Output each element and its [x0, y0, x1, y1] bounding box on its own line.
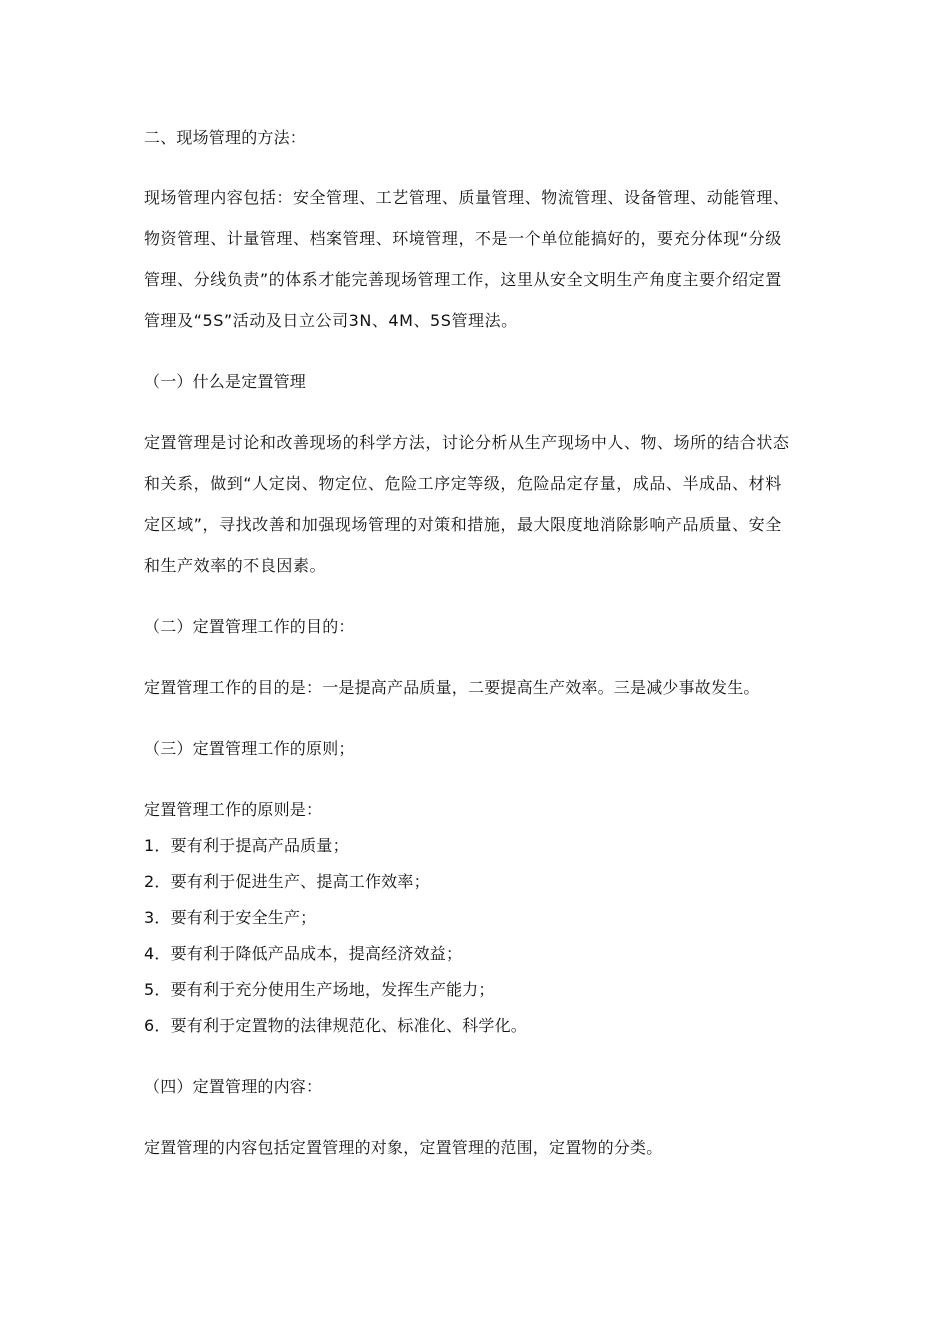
principle-item-4: 4．要有利于降低产品成本，提高经济效益； [144, 944, 463, 963]
sub2-text: 定置管理工作的目的是：一是提高产品质量，二要提高生产效率。三是减少事故发生。 [144, 678, 760, 697]
sub3-intro: 定置管理工作的原则是： [144, 800, 323, 819]
principle-item-1: 1．要有利于提高产品质量； [144, 836, 349, 855]
principle-item-2: 2．要有利于促进生产、提高工作效率； [144, 872, 430, 891]
sub1-line-4: 和生产效率的不良因素。 [144, 556, 327, 575]
sub1-line-2: 和关系，做到“人定岗、物定位、危险工序定等级，危险品定存量，成品、半成品、材料 [144, 474, 782, 493]
section-title: 二、现场管理的方法： [144, 128, 307, 147]
intro-line-1: 现场管理内容包括：安全管理、工艺管理、质量管理、物流管理、设备管理、动能管理、 [144, 188, 790, 207]
sub2-heading: （二）定置管理工作的目的： [144, 617, 355, 636]
intro-line-3: 管理、分线负责”的体系才能完善现场管理工作，这里从安全文明生产角度主要介绍定置 [144, 270, 782, 289]
sub1-heading: （一）什么是定置管理 [144, 372, 307, 391]
sub3-heading: （三）定置管理工作的原则； [144, 739, 355, 758]
intro-line-4: 管理及“5S”活动及日立公司3N、4M、5S管理法。 [144, 311, 518, 330]
sub1-line-3: 定区域”，寻找改善和加强现场管理的对策和措施，最大限度地消除影响产品质量、安全 [144, 515, 782, 534]
principle-item-6: 6．要有利于定置物的法律规范化、标准化、科学化。 [144, 1016, 527, 1035]
principle-item-3: 3．要有利于安全生产； [144, 908, 317, 927]
principle-item-5: 5．要有利于充分使用生产场地，发挥生产能力； [144, 980, 495, 999]
intro-line-2: 物资管理、计量管理、档案管理、环境管理，不是一个单位能搞好的，要充分体现“分级 [144, 229, 782, 248]
sub1-line-1: 定置管理是讨论和改善现场的科学方法，讨论分析从生产现场中人、物、场所的结合状态 [144, 433, 790, 452]
sub4-text: 定置管理的内容包括定置管理的对象，定置管理的范围，定置物的分类。 [144, 1138, 663, 1157]
sub4-heading: （四）定置管理的内容： [144, 1077, 323, 1096]
